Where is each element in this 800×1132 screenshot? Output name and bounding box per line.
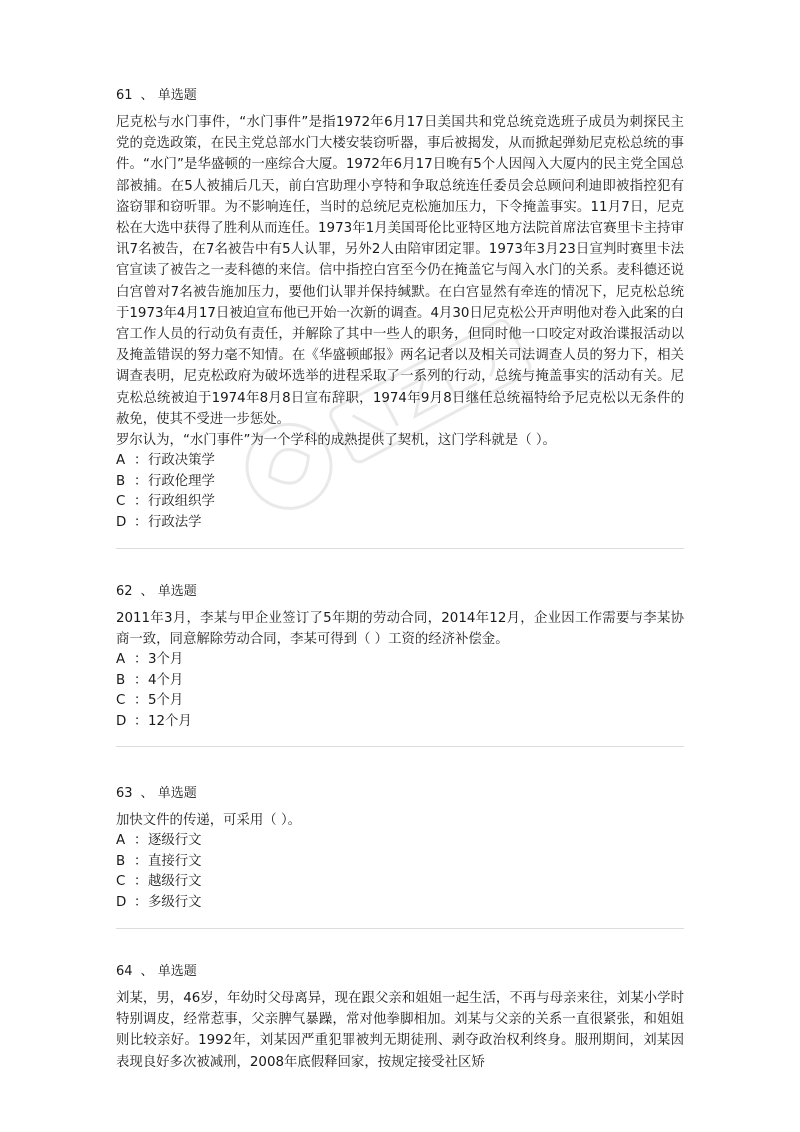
option-letter: D	[116, 894, 127, 910]
option-letter: B	[116, 473, 126, 489]
option-text: 多级行文	[148, 894, 202, 910]
option-colon: ：	[134, 672, 148, 688]
option-letter: C	[116, 693, 126, 709]
question-header	[116, 86, 684, 106]
option-d[interactable]	[116, 513, 684, 534]
option-c[interactable]	[116, 691, 684, 712]
stem-text: 刘某，男，46岁，年幼时父母离异，现在跟父亲和姐姐一起生活，不再与母亲来往，刘某小学时特别调皮，经常惹事，父亲脾气暴躁，常对他拳脚相加。刘某与父亲的关系一直很紧张，和姐姐则比较亲好。1992年，刘某因严重犯罪被判无期徒刑、剥夺政治权利终身。服刑期间，刘某因表现良好多次被减刑，2008年底假释回家，按规定接受社区矫	[116, 991, 684, 1070]
question-separator: 、	[140, 584, 154, 599]
option-a[interactable]	[116, 451, 684, 472]
option-colon: ：	[134, 713, 148, 729]
question-stem	[116, 608, 684, 650]
question-type: 单选题	[157, 964, 197, 979]
question-prompt: 罗尔认为，“水门事件”为一个学科的成熟提供了契机，这门学科就是（ ）。	[116, 433, 556, 449]
option-b[interactable]	[116, 671, 684, 692]
question-separator: 、	[140, 786, 154, 801]
question-stem	[116, 112, 684, 451]
question-divider	[116, 746, 684, 747]
option-text: 越级行文	[148, 874, 202, 890]
option-letter: C	[116, 874, 126, 890]
stem-text: 尼克松与水门事件，“水门事件”是指1972年6月17日美国共和党总统竞选班子成员为刺探民主党的竞选政策，在民主党总部水门大楼安装窃听器，事后被揭发，从而掀起弹劾尼克松总统的事件。“水门”是华盛顿的一座综合大厦。1972年6月17日晚有5个人因闯入大厦内的民主党全国总部被捕。在5人被捕后几天，前白宫助理小亨特和争取总统连任委员会总顾问利迪即被指控犯有盗窃罪和窃听罪。为不影响连任，当时的总统尼克松施加压力，下令掩盖事实。11月7日，尼克松在大选中获得了胜利从而连任。1973年1月美国哥伦比亚特区地方法院首席法官赛里卡主持审讯7名被告，在7名被告中有5人认罪，另外2人由陪审团定罪。1973年3月23日宣判时赛里卡法官宣读了被告之一麦科德的来信。信中指控白宫至今仍在掩盖它与闯入水门的关系。麦科德还说白宫曾对7名被告施加压力，要他们认罪并保持缄默。在白宫显然有牵连的情况下，尼克松总统于1973年4月17日被迫宣布他已开始一次新的调查。4月30日尼克松公开声明他对卷入此案的白宫工作人员的行动负有责任，并解除了其中一些人的职务，但同时他一口咬定对政治谍报活动以及掩盖错误的努力毫不知情。在《华盛顿邮报》两名记者以及相关司法调查人员的努力下，相关调查表明，尼克松政府为破坏选举的进程采取了一系列的行动，总统与掩盖事实的活动有关。尼克松总统被迫于1974年8月8日宣布辞职，1974年9月8日继任总统福特给予尼克松以无条件的赦免，使其不受进一步惩处。	[116, 115, 684, 427]
question-type: 单选题	[157, 786, 197, 801]
question-separator: 、	[140, 88, 154, 103]
option-text: 直接行文	[148, 853, 202, 869]
option-a[interactable]	[116, 650, 684, 671]
stem-text: 2011年3月，李某与甲企业签订了5年期的劳动合同，2014年12月，企业因工作需要与李某协商一致，同意解除劳动合同，李某可得到（ ）工资的经济补偿金。	[116, 611, 684, 648]
option-colon: ：	[134, 894, 148, 910]
option-d[interactable]	[116, 893, 684, 914]
option-letter: C	[116, 494, 126, 510]
question-divider	[116, 928, 684, 929]
option-colon: ：	[134, 693, 148, 709]
option-text: 逐级行文	[148, 833, 202, 849]
option-b[interactable]	[116, 852, 684, 873]
question-header	[116, 962, 684, 982]
option-colon: ：	[134, 833, 148, 849]
option-text: 4个月	[148, 672, 184, 688]
question-type: 单选题	[157, 584, 197, 599]
options-list	[116, 650, 684, 732]
option-letter: B	[116, 672, 126, 688]
options-list	[116, 451, 684, 533]
option-colon: ：	[134, 853, 148, 869]
question-number: 61	[116, 88, 133, 103]
options-list	[116, 831, 684, 913]
question-header	[116, 582, 684, 602]
option-letter: B	[116, 853, 126, 869]
option-colon: ：	[134, 652, 148, 668]
option-colon: ：	[134, 494, 148, 510]
question-type: 单选题	[157, 88, 197, 103]
option-colon: ：	[134, 514, 148, 530]
question-number: 63	[116, 786, 133, 801]
option-a[interactable]	[116, 831, 684, 852]
question-64	[116, 962, 684, 1073]
question-number: 62	[116, 584, 133, 599]
option-colon: ：	[134, 453, 148, 469]
option-text: 5个月	[148, 693, 184, 709]
option-colon: ：	[134, 874, 148, 890]
option-letter: A	[116, 833, 126, 849]
option-colon: ：	[134, 473, 148, 489]
option-c[interactable]	[116, 492, 684, 513]
option-c[interactable]	[116, 872, 684, 893]
question-62	[116, 582, 684, 732]
option-text: 行政法学	[148, 514, 202, 530]
option-d[interactable]	[116, 712, 684, 733]
option-text: 行政伦理学	[148, 473, 215, 489]
question-stem	[116, 810, 684, 831]
option-letter: A	[116, 453, 126, 469]
question-stem	[116, 988, 684, 1073]
option-text: 3个月	[148, 652, 184, 668]
question-header	[116, 784, 684, 804]
question-61	[116, 86, 684, 533]
question-divider	[116, 548, 684, 549]
question-number: 64	[116, 964, 133, 979]
option-letter: A	[116, 652, 126, 668]
option-text: 行政决策学	[148, 453, 215, 469]
option-letter: D	[116, 713, 127, 729]
stem-text: 加快文件的传递，可采用（ ）。	[116, 813, 302, 828]
question-63	[116, 784, 684, 913]
question-separator: 、	[140, 964, 154, 979]
option-text: 12个月	[148, 713, 192, 729]
option-letter: D	[116, 514, 127, 530]
option-text: 行政组织学	[148, 494, 215, 510]
option-b[interactable]	[116, 472, 684, 493]
